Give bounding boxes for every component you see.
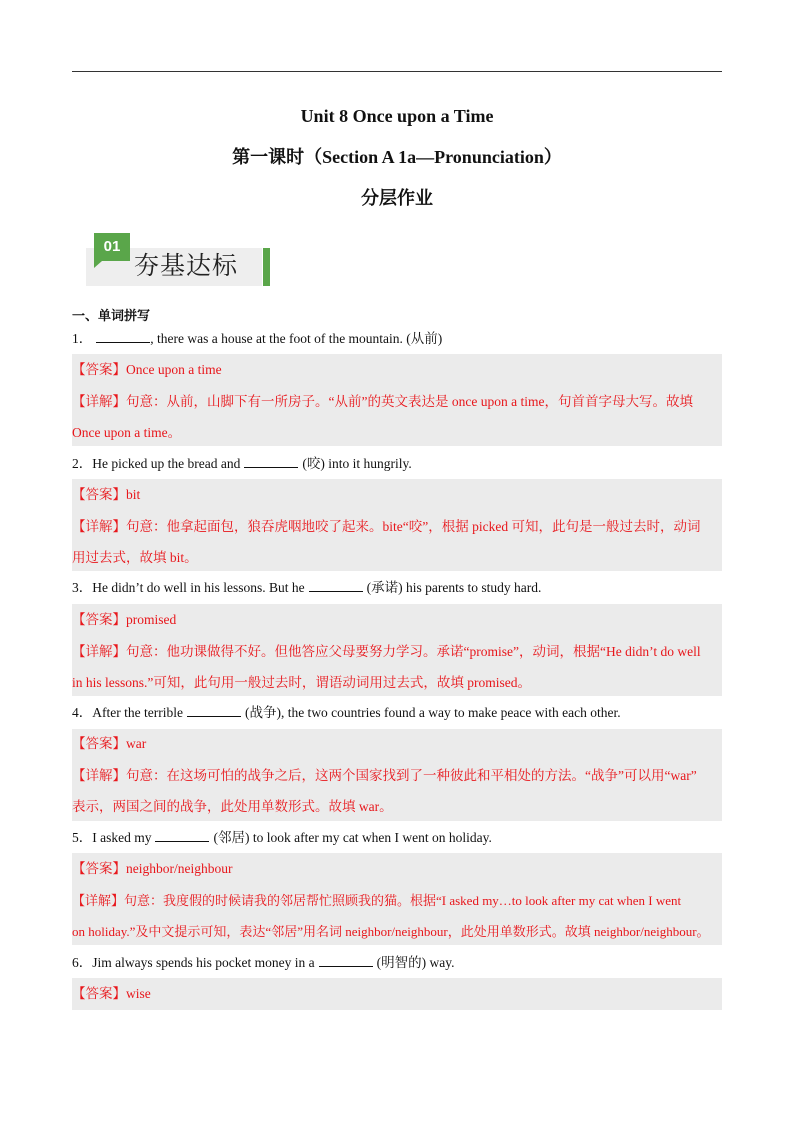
badge-accent-bar — [263, 248, 270, 286]
subtitle: 分层作业 — [361, 188, 433, 208]
answer-3: 【答案】promised — [72, 612, 177, 627]
section-title: 一、单词拼写 — [72, 309, 151, 324]
page-title: Unit 8 Once upon a Time — [300, 106, 494, 126]
question-1 — [72, 329, 722, 349]
answer-6: 【答案】wise — [72, 986, 151, 1001]
answer-blank — [96, 330, 150, 343]
answer-2: 【答案】bit — [72, 487, 141, 502]
explanation-line: 【详解】句意：从前，山脚下有一所房子。“从前”的英文表达是 once upon a time，句首首字母大写。故填 — [72, 394, 693, 409]
explanation-line: 表示，两国之间的战争，此处用单数形式。故填 war。 — [72, 799, 393, 814]
question-3 — [72, 578, 722, 598]
explanation-1 — [72, 386, 722, 448]
answer-1: 【答案】Once upon a time — [72, 362, 222, 377]
question-2 — [72, 454, 722, 474]
question-text-before: He didn’t do well in his lessons. But he — [92, 580, 305, 595]
explanation-line: in his lessons.”可知，此句用一般过去时，谓语动词用过去式，故填 promised。 — [72, 675, 531, 690]
explanation-2 — [72, 511, 722, 573]
question-6 — [72, 953, 722, 973]
lesson-title: 第一课时（Section A 1a—Pronunciation） — [232, 147, 562, 167]
question-number: 5． — [72, 830, 93, 845]
question-text-before: After the terrible — [92, 705, 183, 720]
explanation-line: 【详解】句意：他功课做得不好。但他答应父母要努力学习。承诺“promise”，动词，根据“He didn’t do well — [72, 644, 701, 659]
question-number: 6． — [72, 955, 93, 970]
explanation-line: on holiday.”及中文提示可知，表达“邻居”用名词 neighbor/neighbour，此处用单数形式。故填 neighbor/neighbour。 — [72, 924, 710, 939]
header-rule — [72, 71, 722, 72]
question-text-after: (邻居) to look after my cat when I went on holiday. — [213, 830, 492, 845]
answer-5: 【答案】neighbor/neighbour — [72, 861, 233, 876]
question-text-after: (明智的) way. — [376, 955, 455, 970]
question-text-after: (战争), the two countries found a way to make peace with each other. — [244, 705, 621, 720]
question-text-after: (承诺) his parents to study hard. — [366, 580, 542, 595]
question-number: 3． — [72, 580, 93, 595]
explanation-line: 用过去式，故填 bit。 — [72, 550, 198, 565]
explanation-line: 【详解】句意：在这场可怕的战争之后，这两个国家找到了一种彼此和平相处的方法。“战争”可以用“war” — [72, 768, 697, 783]
section-badge — [86, 233, 272, 287]
badge-number: 01 — [94, 233, 130, 261]
answer-4: 【答案】war — [72, 736, 147, 751]
explanation-line: 【详解】句意：他拿起面包，狼吞虎咽地咬了起来。bite“咬”，根据 picked 可知，此句是一般过去时，动词 — [72, 519, 701, 534]
question-text-before: I asked my — [92, 830, 152, 845]
answer-blank — [187, 704, 241, 717]
badge-tail — [94, 261, 102, 268]
question-text-after: (咬) into it hungrily. — [302, 456, 412, 471]
question-text-before: He picked up the bread and — [92, 456, 241, 471]
question-text-after: , there was a house at the foot of the mountain. (从前) — [150, 331, 443, 346]
explanation-3 — [72, 636, 722, 698]
question-5 — [72, 828, 722, 848]
question-number: 1． — [72, 331, 93, 346]
answer-blank — [319, 954, 373, 967]
explanation-5 — [72, 885, 722, 947]
answer-blank — [155, 829, 209, 842]
answer-blank — [244, 455, 298, 468]
explanation-4 — [72, 760, 722, 822]
answer-blank — [309, 579, 363, 592]
question-text-before: Jim always spends his pocket money in a — [92, 955, 315, 970]
question-number: 4． — [72, 705, 93, 720]
explanation-line: Once upon a time。 — [72, 425, 182, 440]
question-4 — [72, 703, 722, 723]
badge-label: 夯基达标 — [134, 251, 239, 280]
question-number: 2． — [72, 456, 93, 471]
explanation-line: 【详解】句意：我度假的时候请我的邻居帮忙照顾我的猫。根据“I asked my…to look after my cat when I went — [72, 893, 682, 908]
